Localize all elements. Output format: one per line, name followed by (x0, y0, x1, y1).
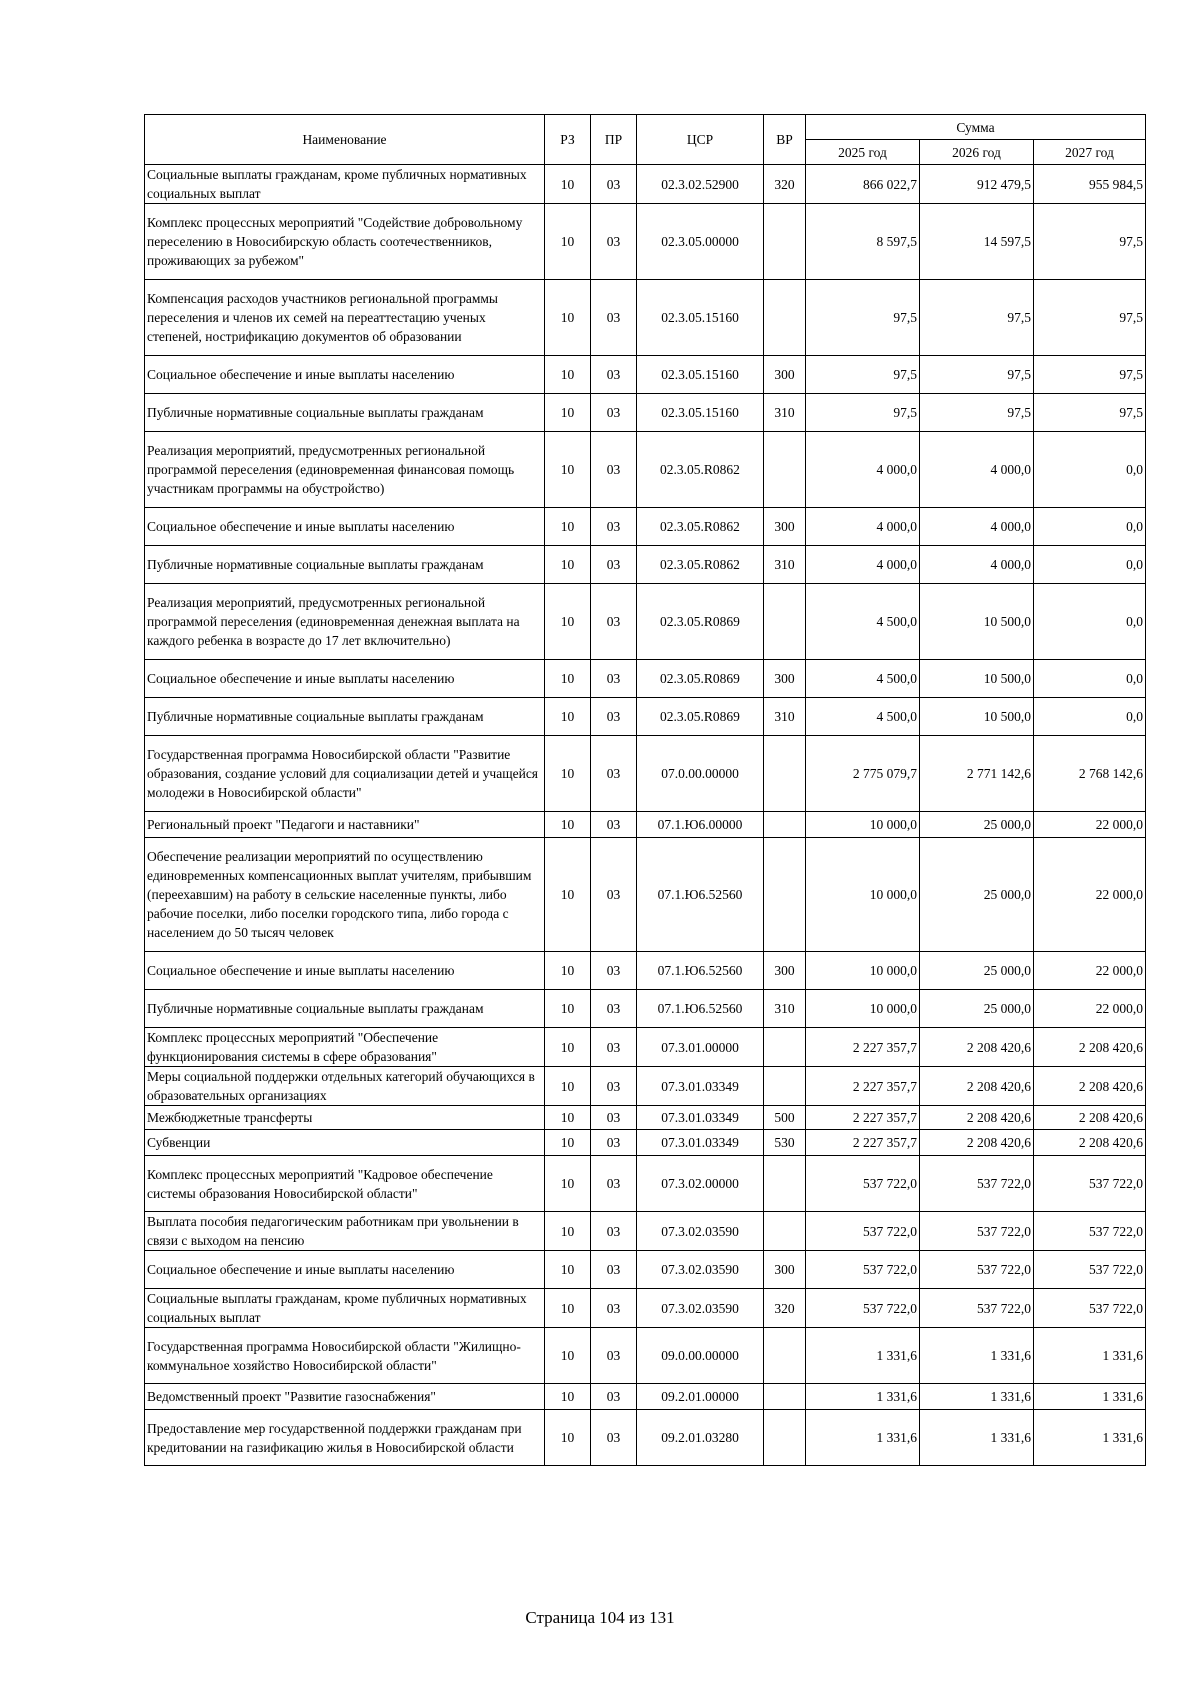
cell-2025: 10 000,0 (806, 990, 920, 1028)
cell-csr: 07.3.02.03590 (637, 1251, 764, 1289)
cell-2026: 4 000,0 (920, 432, 1034, 508)
cell-vr (764, 204, 806, 280)
cell-rz: 10 (545, 698, 591, 736)
cell-rz: 10 (545, 1130, 591, 1156)
table-row (145, 736, 1146, 812)
cell-name: Государственная программа Новосибирской области "Развитие образования, создание условий для социализации детей и учащейся молодежи в Новосибирской области" (145, 736, 545, 812)
cell-name: Реализация мероприятий, предусмотренных региональной программой переселения (единовременная финансовая помощь участникам программы на обустройство) (145, 432, 545, 508)
cell-2025: 537 722,0 (806, 1289, 920, 1328)
cell-pr: 03 (591, 508, 637, 546)
cell-vr: 300 (764, 508, 806, 546)
cell-rz: 10 (545, 736, 591, 812)
cell-pr: 03 (591, 990, 637, 1028)
cell-2026: 4 000,0 (920, 508, 1034, 546)
cell-pr: 03 (591, 1028, 637, 1067)
cell-name: Комплекс процессных мероприятий "Обеспечение функционирования системы в сфере образования" (145, 1028, 545, 1067)
cell-rz: 10 (545, 1410, 591, 1466)
cell-pr: 03 (591, 1251, 637, 1289)
cell-vr: 530 (764, 1130, 806, 1156)
header-sum: Сумма (806, 115, 1146, 140)
cell-csr: 07.0.00.00000 (637, 736, 764, 812)
cell-pr: 03 (591, 952, 637, 990)
cell-2026: 97,5 (920, 280, 1034, 356)
cell-rz: 10 (545, 990, 591, 1028)
cell-pr: 03 (591, 280, 637, 356)
cell-2027: 537 722,0 (1034, 1156, 1146, 1212)
table-row (145, 1251, 1146, 1289)
cell-rz: 10 (545, 508, 591, 546)
cell-csr: 07.1.Ю6.00000 (637, 812, 764, 838)
table-row (145, 1130, 1146, 1156)
cell-vr: 310 (764, 546, 806, 584)
cell-rz: 10 (545, 584, 591, 660)
cell-csr: 07.1.Ю6.52560 (637, 838, 764, 952)
cell-2027: 97,5 (1034, 394, 1146, 432)
cell-vr (764, 584, 806, 660)
cell-2027: 22 000,0 (1034, 990, 1146, 1028)
cell-vr (764, 432, 806, 508)
cell-vr (764, 1028, 806, 1067)
cell-pr: 03 (591, 1130, 637, 1156)
cell-2026: 10 500,0 (920, 698, 1034, 736)
cell-2027: 97,5 (1034, 356, 1146, 394)
cell-vr: 310 (764, 698, 806, 736)
cell-vr (764, 1384, 806, 1410)
table-row (145, 1067, 1146, 1106)
table-row (145, 394, 1146, 432)
cell-vr (764, 1328, 806, 1384)
table-row (145, 584, 1146, 660)
cell-name: Социальное обеспечение и иные выплаты населению (145, 1251, 545, 1289)
cell-vr (764, 280, 806, 356)
cell-csr: 02.3.05.15160 (637, 356, 764, 394)
cell-name: Комплекс процессных мероприятий "Содействие добровольному переселению в Новосибирскую область соотечественников, проживающих за рубежом" (145, 204, 545, 280)
cell-2027: 2 208 420,6 (1034, 1106, 1146, 1130)
cell-csr: 02.3.05.R0869 (637, 660, 764, 698)
table-row (145, 1106, 1146, 1130)
cell-vr (764, 1410, 806, 1466)
cell-2026: 25 000,0 (920, 990, 1034, 1028)
cell-2025: 8 597,5 (806, 204, 920, 280)
cell-2025: 4 500,0 (806, 584, 920, 660)
cell-pr: 03 (591, 432, 637, 508)
cell-name: Ведомственный проект "Развитие газоснабжения" (145, 1384, 545, 1410)
cell-2027: 0,0 (1034, 508, 1146, 546)
cell-name: Межбюджетные трансферты (145, 1106, 545, 1130)
cell-rz: 10 (545, 1251, 591, 1289)
cell-2026: 1 331,6 (920, 1328, 1034, 1384)
cell-rz: 10 (545, 394, 591, 432)
cell-rz: 10 (545, 838, 591, 952)
cell-2026: 25 000,0 (920, 952, 1034, 990)
cell-rz: 10 (545, 1328, 591, 1384)
cell-vr: 310 (764, 990, 806, 1028)
table-row (145, 1028, 1146, 1067)
cell-2027: 0,0 (1034, 546, 1146, 584)
header-pr: ПР (591, 115, 637, 165)
cell-name: Обеспечение реализации мероприятий по осуществлению единовременных компенсационных выплат учителям, прибывшим (переехавшим) на работу в сельские населенные пункты, либо рабочие поселки, либо поселки городского типа, либо города с населением до 50 тысяч человек (145, 838, 545, 952)
cell-pr: 03 (591, 356, 637, 394)
cell-2025: 4 000,0 (806, 546, 920, 584)
cell-rz: 10 (545, 546, 591, 584)
cell-2027: 22 000,0 (1034, 952, 1146, 990)
table-header (145, 115, 1146, 165)
cell-rz: 10 (545, 1028, 591, 1067)
cell-pr: 03 (591, 584, 637, 660)
cell-rz: 10 (545, 432, 591, 508)
cell-pr: 03 (591, 1410, 637, 1466)
cell-csr: 02.3.05.R0862 (637, 546, 764, 584)
cell-2026: 25 000,0 (920, 838, 1034, 952)
cell-csr: 09.2.01.00000 (637, 1384, 764, 1410)
cell-rz: 10 (545, 1067, 591, 1106)
cell-csr: 07.3.01.00000 (637, 1028, 764, 1067)
table-row (145, 204, 1146, 280)
cell-name: Субвенции (145, 1130, 545, 1156)
cell-csr: 07.3.02.03590 (637, 1289, 764, 1328)
table-row (145, 698, 1146, 736)
cell-name: Социальное обеспечение и иные выплаты населению (145, 660, 545, 698)
cell-2025: 4 000,0 (806, 508, 920, 546)
header-year-2027: 2027 год (1034, 140, 1146, 165)
cell-vr (764, 812, 806, 838)
cell-2026: 537 722,0 (920, 1212, 1034, 1251)
cell-2025: 1 331,6 (806, 1410, 920, 1466)
cell-vr: 300 (764, 660, 806, 698)
cell-2025: 10 000,0 (806, 952, 920, 990)
cell-rz: 10 (545, 204, 591, 280)
header-name: Наименование (145, 115, 545, 165)
cell-2025: 97,5 (806, 356, 920, 394)
cell-2027: 0,0 (1034, 660, 1146, 698)
cell-csr: 07.3.01.03349 (637, 1067, 764, 1106)
cell-pr: 03 (591, 165, 637, 204)
cell-2027: 0,0 (1034, 584, 1146, 660)
cell-name: Социальное обеспечение и иные выплаты населению (145, 508, 545, 546)
cell-2027: 22 000,0 (1034, 812, 1146, 838)
cell-csr: 07.3.02.00000 (637, 1156, 764, 1212)
cell-2026: 97,5 (920, 394, 1034, 432)
cell-2026: 2 208 420,6 (920, 1106, 1034, 1130)
cell-pr: 03 (591, 1384, 637, 1410)
cell-csr: 09.0.00.00000 (637, 1328, 764, 1384)
cell-csr: 07.1.Ю6.52560 (637, 990, 764, 1028)
cell-2027: 97,5 (1034, 280, 1146, 356)
cell-name: Государственная программа Новосибирской области "Жилищно-коммунальное хозяйство Новосибирской области" (145, 1328, 545, 1384)
cell-2027: 537 722,0 (1034, 1289, 1146, 1328)
cell-2027: 1 331,6 (1034, 1410, 1146, 1466)
cell-2025: 537 722,0 (806, 1212, 920, 1251)
header-rz: РЗ (545, 115, 591, 165)
cell-rz: 10 (545, 1384, 591, 1410)
cell-vr: 300 (764, 356, 806, 394)
cell-2025: 4 500,0 (806, 660, 920, 698)
cell-2025: 537 722,0 (806, 1251, 920, 1289)
cell-2025: 1 331,6 (806, 1384, 920, 1410)
cell-name: Публичные нормативные социальные выплаты гражданам (145, 990, 545, 1028)
cell-rz: 10 (545, 1106, 591, 1130)
header-csr: ЦСР (637, 115, 764, 165)
page-number: Страница 104 из 131 (525, 1608, 675, 1627)
cell-name: Социальное обеспечение и иные выплаты населению (145, 952, 545, 990)
cell-name: Публичные нормативные социальные выплаты гражданам (145, 394, 545, 432)
cell-pr: 03 (591, 204, 637, 280)
table-row (145, 1212, 1146, 1251)
cell-vr: 300 (764, 952, 806, 990)
cell-name: Социальное обеспечение и иные выплаты населению (145, 356, 545, 394)
cell-2027: 2 768 142,6 (1034, 736, 1146, 812)
cell-2025: 2 775 079,7 (806, 736, 920, 812)
cell-rz: 10 (545, 1289, 591, 1328)
cell-pr: 03 (591, 838, 637, 952)
cell-2025: 1 331,6 (806, 1328, 920, 1384)
cell-2025: 4 500,0 (806, 698, 920, 736)
cell-csr: 02.3.05.00000 (637, 204, 764, 280)
cell-2025: 2 227 357,7 (806, 1067, 920, 1106)
cell-rz: 10 (545, 356, 591, 394)
cell-2026: 537 722,0 (920, 1289, 1034, 1328)
cell-csr: 09.2.01.03280 (637, 1410, 764, 1466)
table-row (145, 1328, 1146, 1384)
cell-2026: 2 208 420,6 (920, 1130, 1034, 1156)
cell-name: Реализация мероприятий, предусмотренных региональной программой переселения (единовременная денежная выплата на каждого ребенка в возрасте до 17 лет включительно) (145, 584, 545, 660)
cell-2025: 537 722,0 (806, 1156, 920, 1212)
cell-rz: 10 (545, 812, 591, 838)
table-row (145, 660, 1146, 698)
cell-vr: 320 (764, 165, 806, 204)
cell-vr: 300 (764, 1251, 806, 1289)
cell-2027: 22 000,0 (1034, 838, 1146, 952)
cell-name: Региональный проект "Педагоги и наставники" (145, 812, 545, 838)
cell-rz: 10 (545, 1156, 591, 1212)
cell-csr: 07.1.Ю6.52560 (637, 952, 764, 990)
cell-name: Меры социальной поддержки отдельных категорий обучающихся в образовательных организациях (145, 1067, 545, 1106)
cell-csr: 07.3.02.03590 (637, 1212, 764, 1251)
cell-name: Компенсация расходов участников региональной программы переселения и членов их семей на переаттестацию ученых степеней, нострификацию документов об образовании (145, 280, 545, 356)
cell-2027: 1 331,6 (1034, 1328, 1146, 1384)
cell-2025: 10 000,0 (806, 812, 920, 838)
cell-pr: 03 (591, 1156, 637, 1212)
cell-pr: 03 (591, 546, 637, 584)
cell-csr: 02.3.05.R0862 (637, 432, 764, 508)
cell-2026: 4 000,0 (920, 546, 1034, 584)
cell-name: Предоставление мер государственной поддержки гражданам при кредитовании на газификацию жилья в Новосибирской области (145, 1410, 545, 1466)
cell-rz: 10 (545, 952, 591, 990)
cell-pr: 03 (591, 698, 637, 736)
cell-rz: 10 (545, 165, 591, 204)
cell-2025: 4 000,0 (806, 432, 920, 508)
table-row (145, 546, 1146, 584)
cell-2027: 2 208 420,6 (1034, 1028, 1146, 1067)
cell-csr: 07.3.01.03349 (637, 1106, 764, 1130)
table-row (145, 1410, 1146, 1466)
cell-2026: 2 208 420,6 (920, 1067, 1034, 1106)
cell-vr: 310 (764, 394, 806, 432)
cell-name: Выплата пособия педагогическим работникам при увольнении в связи с выходом на пенсию (145, 1212, 545, 1251)
cell-vr (764, 736, 806, 812)
table-row (145, 1384, 1146, 1410)
table-row (145, 356, 1146, 394)
cell-pr: 03 (591, 1212, 637, 1251)
cell-2025: 2 227 357,7 (806, 1130, 920, 1156)
cell-pr: 03 (591, 1067, 637, 1106)
cell-csr: 02.3.05.R0862 (637, 508, 764, 546)
cell-vr (764, 838, 806, 952)
cell-csr: 02.3.05.15160 (637, 280, 764, 356)
cell-2025: 2 227 357,7 (806, 1106, 920, 1130)
cell-pr: 03 (591, 1289, 637, 1328)
table-row (145, 952, 1146, 990)
cell-2026: 10 500,0 (920, 584, 1034, 660)
table-row (145, 1289, 1146, 1328)
cell-2027: 97,5 (1034, 204, 1146, 280)
cell-2027: 1 331,6 (1034, 1384, 1146, 1410)
cell-2027: 2 208 420,6 (1034, 1130, 1146, 1156)
cell-2027: 0,0 (1034, 698, 1146, 736)
cell-2026: 537 722,0 (920, 1251, 1034, 1289)
cell-csr: 02.3.05.15160 (637, 394, 764, 432)
cell-name: Социальные выплаты гражданам, кроме публичных нормативных социальных выплат (145, 165, 545, 204)
table-row (145, 812, 1146, 838)
table-row (145, 990, 1146, 1028)
table-row (145, 165, 1146, 204)
cell-2026: 1 331,6 (920, 1410, 1034, 1466)
cell-2026: 912 479,5 (920, 165, 1034, 204)
cell-2026: 537 722,0 (920, 1156, 1034, 1212)
cell-2025: 2 227 357,7 (806, 1028, 920, 1067)
cell-2026: 25 000,0 (920, 812, 1034, 838)
cell-2025: 97,5 (806, 394, 920, 432)
cell-csr: 02.3.05.R0869 (637, 698, 764, 736)
cell-pr: 03 (591, 1106, 637, 1130)
cell-vr (764, 1067, 806, 1106)
budget-table (144, 114, 1146, 1466)
cell-pr: 03 (591, 1328, 637, 1384)
cell-rz: 10 (545, 1212, 591, 1251)
cell-2027: 537 722,0 (1034, 1251, 1146, 1289)
cell-pr: 03 (591, 394, 637, 432)
cell-name: Комплекс процессных мероприятий "Кадровое обеспечение системы образования Новосибирской области" (145, 1156, 545, 1212)
header-vr: ВР (764, 115, 806, 165)
cell-2027: 2 208 420,6 (1034, 1067, 1146, 1106)
cell-2026: 14 597,5 (920, 204, 1034, 280)
cell-2026: 1 331,6 (920, 1384, 1034, 1410)
cell-rz: 10 (545, 280, 591, 356)
cell-name: Публичные нормативные социальные выплаты гражданам (145, 698, 545, 736)
cell-rz: 10 (545, 660, 591, 698)
cell-csr: 02.3.02.52900 (637, 165, 764, 204)
header-year-2026: 2026 год (920, 140, 1034, 165)
cell-2025: 97,5 (806, 280, 920, 356)
header-year-2025: 2025 год (806, 140, 920, 165)
cell-pr: 03 (591, 812, 637, 838)
cell-csr: 07.3.01.03349 (637, 1130, 764, 1156)
cell-name: Социальные выплаты гражданам, кроме публичных нормативных социальных выплат (145, 1289, 545, 1328)
cell-2026: 2 208 420,6 (920, 1028, 1034, 1067)
cell-2027: 0,0 (1034, 432, 1146, 508)
cell-pr: 03 (591, 660, 637, 698)
cell-csr: 02.3.05.R0869 (637, 584, 764, 660)
cell-2025: 866 022,7 (806, 165, 920, 204)
cell-vr: 320 (764, 1289, 806, 1328)
cell-pr: 03 (591, 736, 637, 812)
cell-2027: 955 984,5 (1034, 165, 1146, 204)
cell-2025: 10 000,0 (806, 838, 920, 952)
cell-vr (764, 1212, 806, 1251)
cell-vr: 500 (764, 1106, 806, 1130)
table-body (145, 165, 1146, 1466)
cell-2026: 2 771 142,6 (920, 736, 1034, 812)
cell-vr (764, 1156, 806, 1212)
cell-2026: 97,5 (920, 356, 1034, 394)
cell-2026: 10 500,0 (920, 660, 1034, 698)
cell-2027: 537 722,0 (1034, 1212, 1146, 1251)
table-row (145, 432, 1146, 508)
cell-name: Публичные нормативные социальные выплаты гражданам (145, 546, 545, 584)
table-row (145, 508, 1146, 546)
table-row (145, 1156, 1146, 1212)
table-row (145, 280, 1146, 356)
table-row (145, 838, 1146, 952)
